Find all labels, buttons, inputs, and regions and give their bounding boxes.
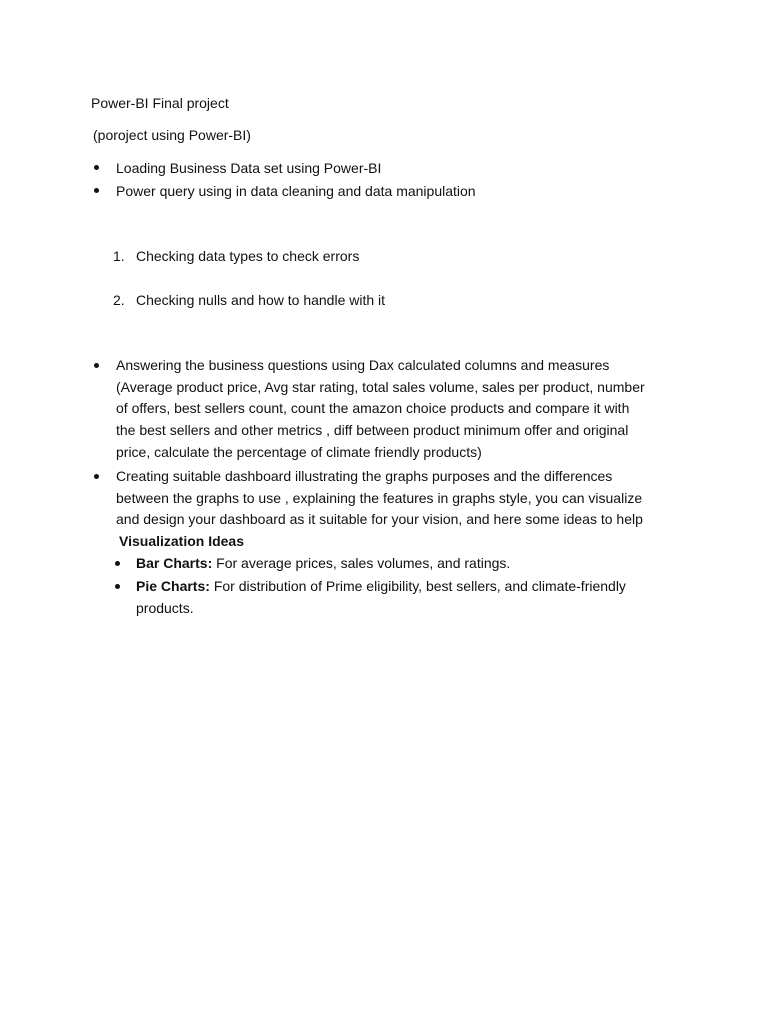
business-questions-paragraph <box>116 355 645 464</box>
paragraph-line: and design your dashboard as it suitable for your vision, and here some ideas to help <box>116 511 643 528</box>
paragraph-line: the best sellers and other metrics , diff between product minimum offer and original <box>116 422 629 439</box>
paragraph-line: price, calculate the percentage of climate friendly products) <box>116 443 482 460</box>
bullet-icon <box>115 584 120 589</box>
visualization-ideas-heading: Visualization Ideas <box>119 533 245 549</box>
bullet-icon <box>94 474 99 479</box>
bullet-icon <box>94 363 99 368</box>
list-number: 1. <box>113 248 125 264</box>
document-title: Power-BI Final project <box>91 95 229 111</box>
paragraph-line: Answering the business questions using Dax calculated columns and measures <box>116 357 610 373</box>
idea-label: Pie Charts: <box>136 578 210 594</box>
dashboard-paragraph <box>116 466 643 531</box>
idea-text: For average prices, sales volumes, and ratings. <box>216 555 511 571</box>
bullet-icon <box>94 188 99 193</box>
paragraph-line: of offers, best sellers count, count the amazon choice products and compare it with <box>116 400 630 417</box>
idea-text: For distribution of Prime eligibility, best sellers, and climate-friendly <box>213 578 626 594</box>
list-number: 2. <box>113 292 125 308</box>
bullet-icon <box>94 165 99 170</box>
idea-item-pie-charts <box>136 576 626 619</box>
idea-text-continued: products. <box>136 599 194 616</box>
numbered-item: Checking nulls and how to handle with it <box>136 292 386 308</box>
idea-label: Bar Charts: <box>136 555 213 571</box>
document-subtitle: (poroject using Power-BI) <box>93 127 251 143</box>
bullet-icon <box>115 561 120 566</box>
list-item: Power query using in data cleaning and data manipulation <box>116 183 476 199</box>
paragraph-line: between the graphs to use , explaining the features in graphs style, you can visualize <box>116 489 643 506</box>
idea-item-bar-charts <box>136 554 510 572</box>
idea-first-line <box>136 576 626 598</box>
numbered-item: Checking data types to check errors <box>136 248 360 264</box>
list-item: Loading Business Data set using Power-BI <box>116 160 382 176</box>
paragraph-line: Creating suitable dashboard illustrating the graphs purposes and the differences <box>116 468 613 484</box>
paragraph-line: (Average product price, Avg star rating, total sales volume, sales per product, number <box>116 378 645 395</box>
